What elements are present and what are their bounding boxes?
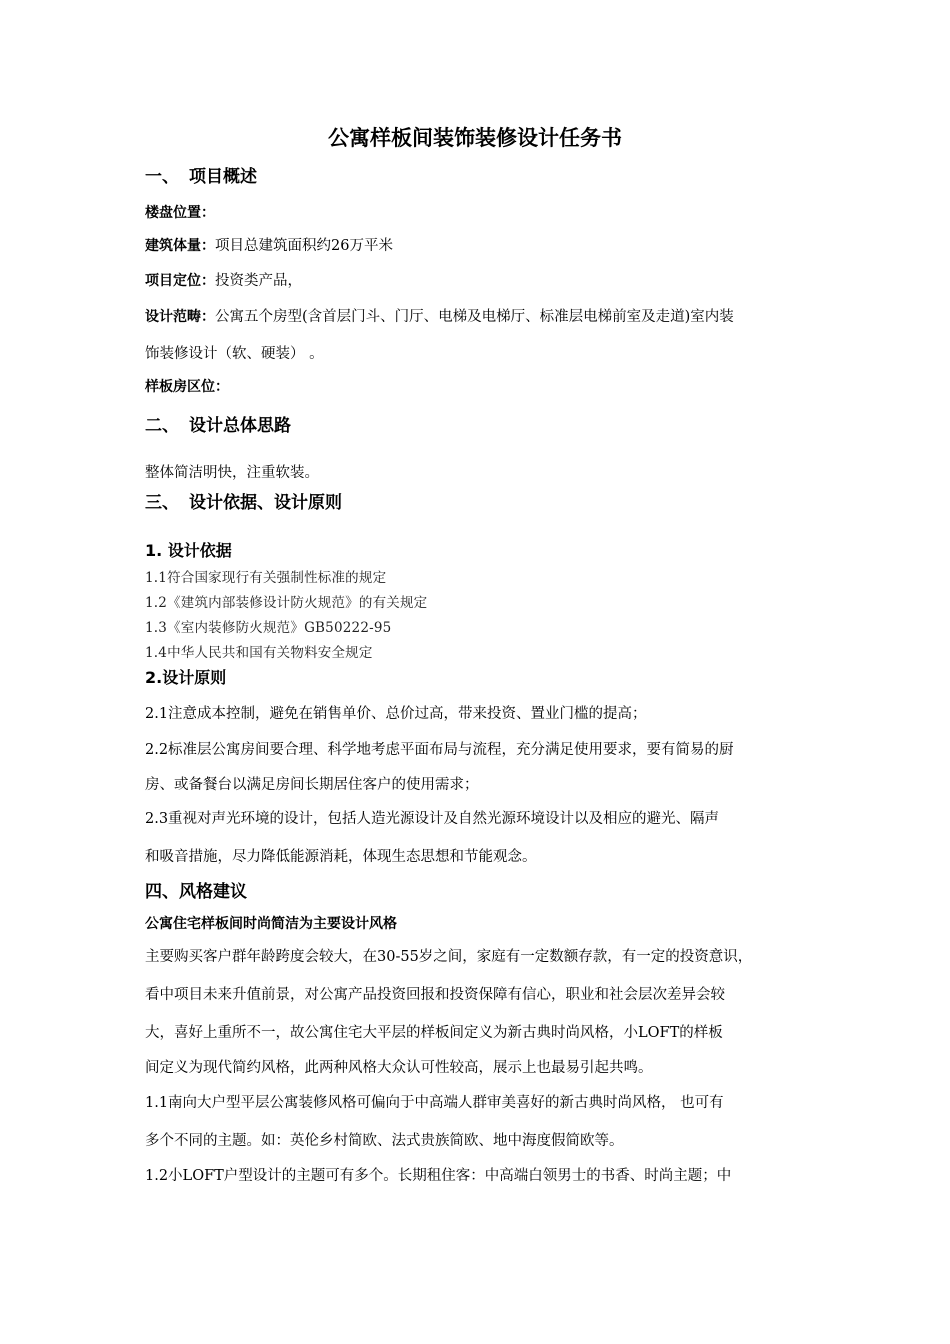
section-2-heading <box>145 411 291 436</box>
scope-line-1 <box>145 305 734 326</box>
section-1-heading <box>145 162 257 187</box>
scope-text-2: 饰装修设计（软、硬装） 。 <box>145 346 324 362</box>
basis-item: 1.2《建筑内部装修设计防火规范》的有关规定 <box>145 595 428 611</box>
position-label: 项目定位： <box>145 273 215 289</box>
style-1-1-line-2: 多个不同的主题。如：英伦乡村简欧、法式贵族简欧、地中海度假简欧等。 <box>145 1133 624 1149</box>
section-4-heading: 四、风格建议 <box>145 882 247 902</box>
section-2-number: 二、 <box>145 416 179 436</box>
style-1-1-line-1: 1.1南向大户型平层公寓装修风格可偏向于中高端人群审美喜好的新古典时尚风格， 也可有 <box>145 1095 724 1111</box>
principle-2-2-line-2: 房、或备餐台以满足房间长期居住客户的使用需求； <box>145 777 479 793</box>
scope-text-1: 公寓五个房型(含首层门斗、门厅、电梯及电梯厅、标准层电梯前室及走道)室内装 <box>215 309 734 325</box>
position-text: 投资类产品， <box>215 273 302 289</box>
section-4-subheading: 公寓住宅样板间时尚简洁为主要设计风格 <box>145 916 397 932</box>
section-2-text: 整体简洁明快，注重软装。 <box>145 465 319 481</box>
basis-item: 1.3《室内装修防火规范》GB50222-95 <box>145 620 392 636</box>
section-3-heading <box>145 488 342 513</box>
style-1-2-line-1: 1.2小LOFT户型设计的主题可有多个。长期租住客：中高端白领男士的书香、时尚主题；中 <box>145 1168 732 1184</box>
style-paragraph-line: 主要购买客户群年龄跨度会较大，在30-55岁之间，家庭有一定数额存款，有一定的投资意识， <box>145 949 753 965</box>
location-line <box>145 202 215 222</box>
style-paragraph-line: 间定义为现代简约风格，此两种风格大众认可性较高，展示上也最易引起共鸣。 <box>145 1060 653 1076</box>
volume-label: 建筑体量： <box>145 238 215 254</box>
section-3-number: 三、 <box>145 493 179 513</box>
section-1-number: 一、 <box>145 167 179 187</box>
style-paragraph-line: 看中项目未来升值前景，对公寓产品投资回报和投资保障有信心，职业和社会层次差异会较 <box>145 987 725 1003</box>
basis-heading: 1. 设计依据 <box>145 541 232 560</box>
style-paragraph-line: 大，喜好上重所不一，故公寓住宅大平层的样板间定义为新古典时尚风格，小LOFT的样板 <box>145 1025 723 1041</box>
section-3-title: 设计依据、设计原则 <box>189 493 342 513</box>
principle-2-3-line-1: 2.3重视对声光环境的设计，包括人造光源设计及自然光源环境设计以及相应的避光、隔声 <box>145 811 720 827</box>
volume-text: 项目总建筑面积约26万平米 <box>215 238 393 254</box>
section-2-title: 设计总体思路 <box>189 416 291 436</box>
volume-line <box>145 234 393 255</box>
basis-item: 1.4中华人民共和国有关物料安全规定 <box>145 645 373 661</box>
location-label: 楼盘位置： <box>145 205 215 221</box>
sample-line <box>145 376 229 396</box>
principle-2-2-line-1: 2.2标准层公寓房间要合理、科学地考虑平面布局与流程，充分满足使用要求，要有简易的厨 <box>145 742 734 758</box>
section-1-title: 项目概述 <box>189 167 257 187</box>
principle-2-1: 2.1注意成本控制，避免在销售单价、总价过高，带来投资、置业门槛的提高； <box>145 706 647 722</box>
sample-label: 样板房区位： <box>145 379 229 395</box>
principle-heading: 2.设计原则 <box>145 668 227 687</box>
position-line <box>145 269 302 290</box>
principle-2-3-line-2: 和吸音措施，尽力降低能源消耗，体现生态思想和节能观念。 <box>145 849 537 865</box>
document-title: 公寓样板间装饰装修设计任务书 <box>328 126 622 150</box>
basis-item: 1.1符合国家现行有关强制性标准的规定 <box>145 570 387 586</box>
scope-label: 设计范畴： <box>145 309 215 325</box>
